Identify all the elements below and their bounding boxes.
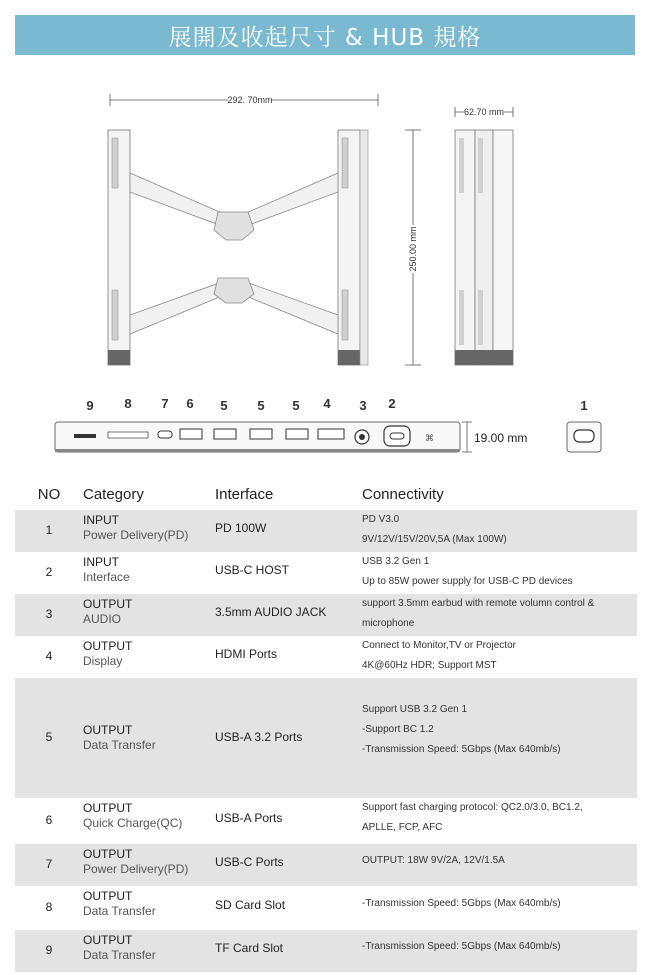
row-connectivity	[362, 594, 637, 636]
category-main: INPUT	[83, 513, 119, 527]
table-row	[15, 636, 637, 678]
row-number: 2	[45, 565, 53, 579]
row-connectivity	[362, 510, 637, 552]
row-number: 3	[45, 607, 53, 621]
connectivity-line: Support fast charging protocol: QC2.0/3.0, BC1.2,	[362, 802, 583, 813]
connectivity-line: microphone	[362, 618, 415, 629]
row-category	[83, 594, 215, 636]
category-sub: Display	[83, 654, 123, 668]
row-interface: HDMI Ports	[215, 647, 278, 661]
row-connectivity	[362, 678, 637, 798]
hub-side-view	[567, 422, 601, 452]
connectivity-line: -Transmission Speed: 5Gbps (Max 640mb/s)	[362, 898, 561, 909]
connectivity-line: PD V3.0	[362, 514, 400, 525]
category-main: OUTPUT	[83, 597, 133, 611]
height-label: 250.00 mm	[408, 226, 418, 272]
port-number: 6	[186, 396, 194, 411]
connectivity-line: support 3.5mm earbud with remote volumn control &	[362, 598, 595, 609]
table-row	[15, 844, 637, 886]
table-row	[15, 552, 637, 594]
table-row	[15, 930, 637, 972]
row-interface: SD Card Slot	[215, 898, 286, 912]
category-main: OUTPUT	[83, 639, 133, 653]
width-label: 292. 70mm	[227, 95, 273, 105]
row-category	[83, 636, 215, 678]
row-connectivity	[362, 844, 637, 886]
row-category	[83, 510, 215, 552]
table-row	[15, 798, 637, 844]
table-row	[15, 678, 637, 798]
row-interface: PD 100W	[215, 521, 267, 535]
row-category	[83, 844, 215, 886]
row-number: 8	[45, 900, 53, 914]
row-number: 1	[45, 523, 53, 537]
port-number: 5	[292, 398, 300, 413]
category-sub: Quick Charge(QC)	[83, 816, 183, 830]
category-sub: AUDIO	[83, 612, 122, 626]
port-number: 8	[124, 396, 132, 411]
category-main: OUTPUT	[83, 723, 133, 737]
product-drawing	[0, 60, 650, 470]
row-interface: USB-A 3.2 Ports	[215, 730, 303, 744]
table-row	[15, 594, 637, 636]
thickness-label: 19.00 mm	[474, 431, 528, 445]
connectivity-line: OUTPUT: 18W 9V/2A, 12V/1.5A	[362, 855, 505, 866]
port-number: 3	[359, 398, 367, 413]
svg-text:⌘: ⌘	[425, 433, 434, 443]
stand-lower-brace	[130, 278, 338, 334]
category-main: INPUT	[83, 555, 119, 569]
connectivity-line: Support USB 3.2 Gen 1	[362, 704, 468, 715]
row-connectivity	[362, 886, 637, 930]
connectivity-line: -Transmission Speed: 5Gbps (Max 640mb/s)	[362, 744, 561, 755]
connectivity-line: 9V/12V/15V/20V,5A (Max 100W)	[362, 534, 507, 545]
stand-side-view	[455, 106, 513, 365]
row-connectivity	[362, 636, 637, 678]
connectivity-line: 4K@60Hz HDR; Support MST	[362, 660, 497, 671]
category-main: OUTPUT	[83, 933, 133, 947]
row-connectivity	[362, 552, 637, 594]
port-numbers	[86, 396, 587, 413]
category-main: OUTPUT	[83, 847, 133, 861]
row-number: 7	[45, 857, 53, 871]
row-number: 5	[45, 730, 53, 744]
connectivity-line: APLLE, FCP, AFC	[362, 822, 443, 833]
port-number: 1	[580, 398, 588, 413]
header-connectivity: Connectivity	[362, 485, 444, 503]
category-sub: Power Delivery(PD)	[83, 862, 189, 876]
row-interface: TF Card Slot	[215, 941, 284, 955]
depth-label: 62.70 mm	[463, 107, 505, 117]
header-category: Category	[83, 485, 144, 503]
spec-table	[15, 478, 637, 972]
connectivity-line: Connect to Monitor,TV or Projector	[362, 640, 516, 651]
category-sub: Data Transfer	[83, 948, 156, 962]
table-row	[15, 886, 637, 930]
category-sub: Data Transfer	[83, 738, 156, 752]
connectivity-line: USB 3.2 Gen 1	[362, 556, 430, 567]
table-header	[15, 478, 637, 510]
banner-title: 展開及收起尺寸 & HUB 規格	[168, 24, 482, 51]
connectivity-line: -Support BC 1.2	[362, 724, 434, 735]
stand-right-leg	[338, 130, 368, 365]
category-sub: Interface	[83, 570, 130, 584]
row-category	[83, 798, 215, 844]
row-connectivity	[362, 798, 637, 844]
table-row	[15, 510, 637, 552]
category-main: OUTPUT	[83, 801, 133, 815]
header-interface: Interface	[215, 485, 274, 503]
row-interface: USB-C Ports	[215, 855, 284, 869]
row-number: 4	[45, 649, 53, 663]
row-interface: 3.5mm AUDIO JACK	[215, 605, 327, 619]
port-number: 9	[86, 398, 94, 413]
port-number: 4	[323, 396, 331, 411]
stand-left-leg	[108, 130, 130, 365]
category-sub: Power Delivery(PD)	[83, 528, 189, 542]
thickness-dimension	[462, 422, 527, 452]
row-category	[83, 930, 215, 972]
row-category	[83, 552, 215, 594]
row-number: 6	[45, 813, 53, 827]
stand-upper-brace	[130, 173, 338, 240]
hub-front-view	[55, 422, 460, 452]
connectivity-line: Up to 85W power supply for USB-C PD devices	[362, 576, 573, 587]
header-no: NO	[37, 485, 61, 503]
category-main: OUTPUT	[83, 889, 133, 903]
port-number: 2	[388, 396, 396, 411]
width-dimension	[110, 94, 378, 106]
row-connectivity	[362, 930, 637, 972]
category-sub: Data Transfer	[83, 904, 156, 918]
row-category	[83, 886, 215, 930]
port-number: 7	[161, 396, 169, 411]
row-interface: USB-C HOST	[215, 563, 290, 577]
port-number: 5	[220, 398, 228, 413]
row-interface: USB-A Ports	[215, 811, 283, 825]
row-category	[83, 678, 215, 798]
height-dimension	[405, 130, 421, 365]
title-banner	[15, 15, 635, 55]
row-number: 9	[45, 943, 53, 957]
connectivity-line: -Transmission Speed: 5Gbps (Max 640mb/s)	[362, 941, 561, 952]
port-number: 5	[257, 398, 265, 413]
